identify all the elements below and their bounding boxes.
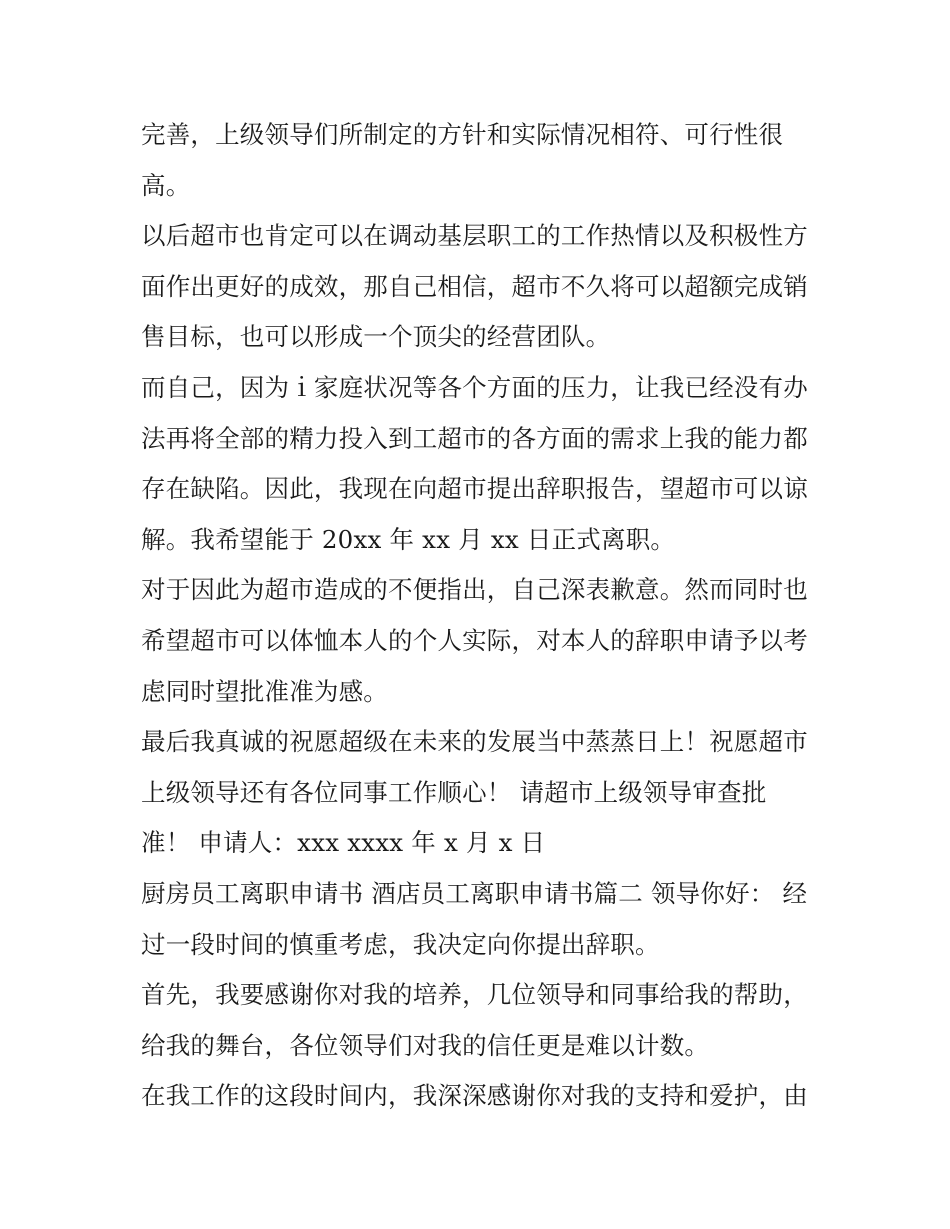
text-line: 完善，上级领导们所制定的方针和实际情况相符、可行性很 <box>141 120 784 149</box>
text-line: 对于因此为超市造成的不便指出，自己深表歉意。然而同时也 <box>141 575 808 605</box>
text-line: 在我工作的这段时间内，我深深感谢你对我的支持和爱护，由 <box>141 1081 808 1111</box>
text-line: 售目标，也可以形成一个顶尖的经营团队。 <box>141 322 611 352</box>
text-line: 希望超市可以体恤本人的个人实际，对本人的辞职申请予以考 <box>141 625 808 655</box>
text-line: 解。我希望能于 20xx 年 xx 月 xx 日正式离职。 <box>141 524 676 554</box>
text-line: 最后我真诚的祝愿超级在未来的发展当中蒸蒸日上！祝愿超市 <box>141 727 808 757</box>
text-line: 厨房员工离职申请书 酒店员工离职申请书篇二 领导你好： 经 <box>141 878 808 908</box>
text-line: 首先，我要感谢你对我的培养，几位领导和同事给我的帮助， <box>141 980 808 1010</box>
text-line: 虑同时望批准准为感。 <box>141 676 388 706</box>
text-line: 而自己，因为ｉ家庭状况等各个方面的压力，让我已经没有办 <box>141 372 808 402</box>
document-body <box>141 110 821 1122</box>
text-line: 上级领导还有各位同事工作顺心！ 请超市上级领导审查批 <box>141 777 767 807</box>
text-line: 面作出更好的成效，那自己相信，超市不久将可以超额完成销 <box>141 271 808 301</box>
text-line: 给我的舞台，各位领导们对我的信任更是难以计数。 <box>141 1030 710 1060</box>
text-line: 准！ 申请人：xxx xxxx 年 x 月 x 日 <box>141 828 546 858</box>
text-line: 以后超市也肯定可以在调动基层职工的工作热情以及积极性方 <box>141 221 808 251</box>
text-line: 存在缺陷。因此，我现在向超市提出辞职报告，望超市可以谅 <box>141 474 808 504</box>
text-line: 高。 <box>141 170 191 200</box>
text-line: 过一段时间的慎重考虑，我决定向你提出辞职。 <box>141 929 660 959</box>
text-line: 法再将全部的精力投入到工超市的各方面的需求上我的能力都 <box>141 423 808 453</box>
